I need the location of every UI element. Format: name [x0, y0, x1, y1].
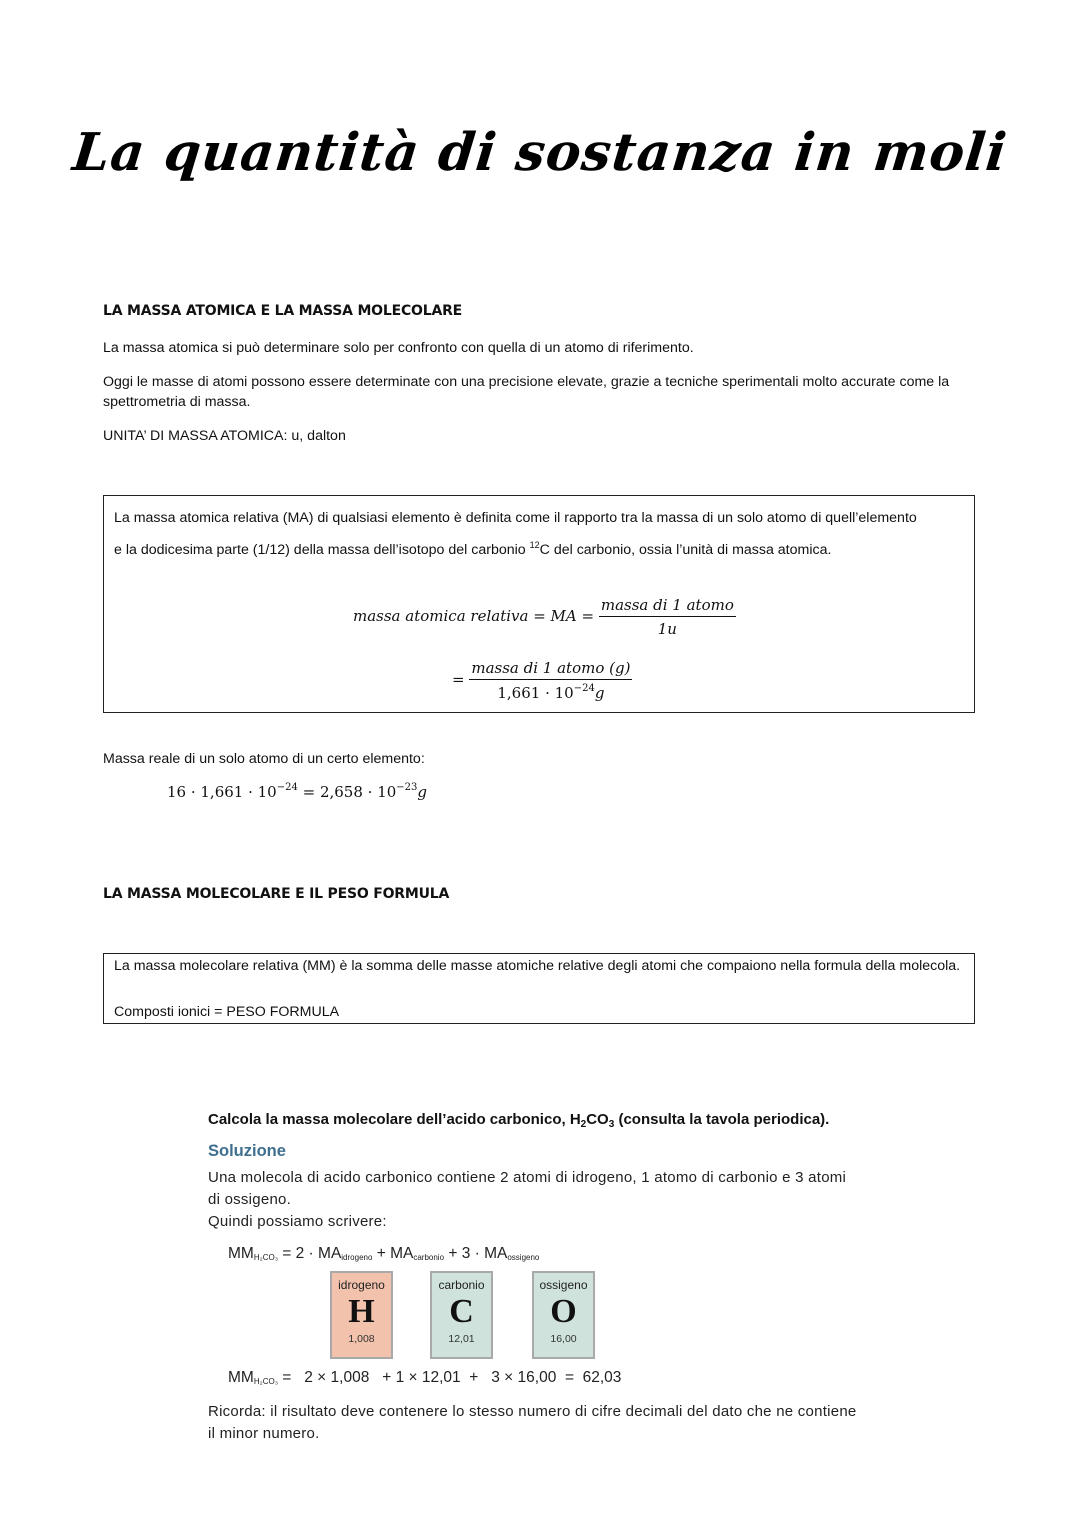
element-symbol: C — [449, 1293, 474, 1330]
solution-text-2: Quindi possiamo scrivere: — [208, 1213, 387, 1230]
element-name: carbonio — [438, 1278, 485, 1292]
term-carbon-subscript: carbonio — [413, 1253, 445, 1262]
real-mass-formula — [167, 782, 427, 801]
definition-line-2-text-end: C del carbonio, ossia l’unità di massa atomica. — [539, 542, 832, 558]
paragraph-atomic-mass-unit: UNITA’ DI MASSA ATOMICA: u, dalton — [103, 428, 346, 444]
molecular-mass-definition: La massa molecolare relativa (MM) è la somma delle masse atomiche relative degli atomi che compaiono nella formula della molecola. — [114, 958, 961, 974]
real-mass-label: Massa reale di un solo atomo di un certo elemento: — [103, 751, 425, 767]
solution-label: Soluzione — [208, 1142, 286, 1160]
term-carbon: + MA — [372, 1245, 414, 1262]
den-base: 1,661 · 10 — [497, 684, 574, 702]
den-unit: g — [594, 684, 605, 702]
formula-mass-grams — [452, 659, 632, 702]
real-mass-part2: = 2,658 · 10 — [297, 783, 397, 801]
molecular-mass-equation — [228, 1245, 539, 1263]
ionic-compounds-note: Composti ionici = PESO FORMULA — [114, 1004, 340, 1020]
definition-box-molecular-mass — [103, 953, 975, 1024]
term-hydrogen-subscript: idrogeno — [341, 1253, 373, 1262]
real-mass-part1: 16 · 1,661 · 10 — [167, 783, 277, 801]
element-mass: 16,00 — [550, 1333, 577, 1345]
isotope-superscript: 12 — [529, 540, 540, 550]
question-text-end: (consulta la tavola periodica). — [614, 1111, 830, 1128]
fraction-numerator: massa di 1 atomo — [599, 596, 736, 617]
fraction-mass-per-gram — [469, 659, 632, 702]
mm-subscript: H₂CO₃ — [253, 1377, 278, 1386]
fraction-denominator: 1u — [657, 620, 677, 638]
solution-text: Una molecola di acido carbonico contiene 2 atomi di idrogeno, 1 atomo di carbonio e 3 atomi di ossigeno. — [208, 1169, 847, 1208]
question-subscript: 2 — [580, 1119, 587, 1130]
section-heading-atomic-mass: LA MASSA ATOMICA E LA MASSA MOLECOLARE — [103, 303, 463, 319]
term-oxygen: + 3 · MA — [444, 1245, 508, 1262]
section-heading-molecular-mass: LA MASSA MOLECOLARE E IL PESO FORMULA — [103, 886, 450, 902]
element-symbol: O — [550, 1293, 577, 1330]
result-rhs: = 2 × 1,008 + 1 × 12,01 + 3 × 16,00 = 62,03 — [277, 1369, 622, 1386]
term-oxygen-subscript: ossigeno — [507, 1253, 540, 1262]
question-subscript: 3 — [608, 1119, 615, 1130]
reminder-note: Ricorda: il risultato deve contenere lo stesso numero di cifre decimali del dato che ne contiene il minor numero. — [208, 1403, 857, 1442]
element-name: idrogeno — [338, 1278, 385, 1292]
element-mass: 1,008 — [348, 1333, 375, 1345]
real-mass-exp2: −23 — [396, 782, 418, 793]
element-mass: 12,01 — [448, 1333, 475, 1345]
den-exponent: −24 — [573, 683, 595, 694]
paragraph-mass-spectrometry: Oggi le masse di atomi possono essere determinate con una precisione elevate, grazie a tecniche sperimentali molto accurate come la spettrometria di massa. — [103, 374, 950, 410]
mm-symbol: MM — [228, 1245, 254, 1262]
element-symbol: H — [348, 1293, 375, 1330]
real-mass-unit: g — [417, 783, 427, 801]
fraction-denominator — [497, 680, 604, 702]
molecular-mass-result-equation — [228, 1369, 621, 1387]
element-tile-hydrogen — [330, 1271, 393, 1359]
definition-line-2 — [114, 540, 966, 558]
fraction-mass-per-u — [599, 596, 736, 638]
definition-line-1: La massa atomica relativa (MA) di qualsiasi elemento è definita come il rapporto tra la massa di un solo atomo di quell’elemento — [114, 510, 917, 526]
mm-symbol: MM — [228, 1369, 254, 1386]
formula-relative-atomic-mass — [353, 596, 736, 638]
real-mass-exp1: −24 — [276, 782, 298, 793]
page-title: La quantità di sostanza in moli — [69, 122, 1011, 183]
element-name: ossigeno — [539, 1278, 588, 1292]
formula-equals: = — [452, 670, 465, 689]
term-hydrogen: = 2 · MA — [277, 1245, 342, 1262]
paragraph-atomic-mass-intro: La massa atomica si può determinare solo per confronto con quella di un atomo di riferimento. — [103, 340, 694, 356]
question-text: Calcola la massa molecolare dell’acido carbonico, H — [208, 1111, 581, 1128]
element-tile-carbon — [430, 1271, 493, 1359]
definition-box-relative-atomic-mass — [103, 495, 975, 713]
definition-line-2-text: e la dodicesima parte (1/12) della massa dell’isotopo del carbonio — [114, 542, 530, 558]
question-formula: CO — [586, 1111, 609, 1128]
mm-subscript: H₂CO₃ — [253, 1253, 278, 1262]
fraction-numerator: massa di 1 atomo (g) — [469, 659, 632, 680]
example-question — [208, 1111, 858, 1130]
element-tile-oxygen — [532, 1271, 595, 1359]
formula-lhs: massa atomica relativa = MA = — [353, 607, 595, 625]
